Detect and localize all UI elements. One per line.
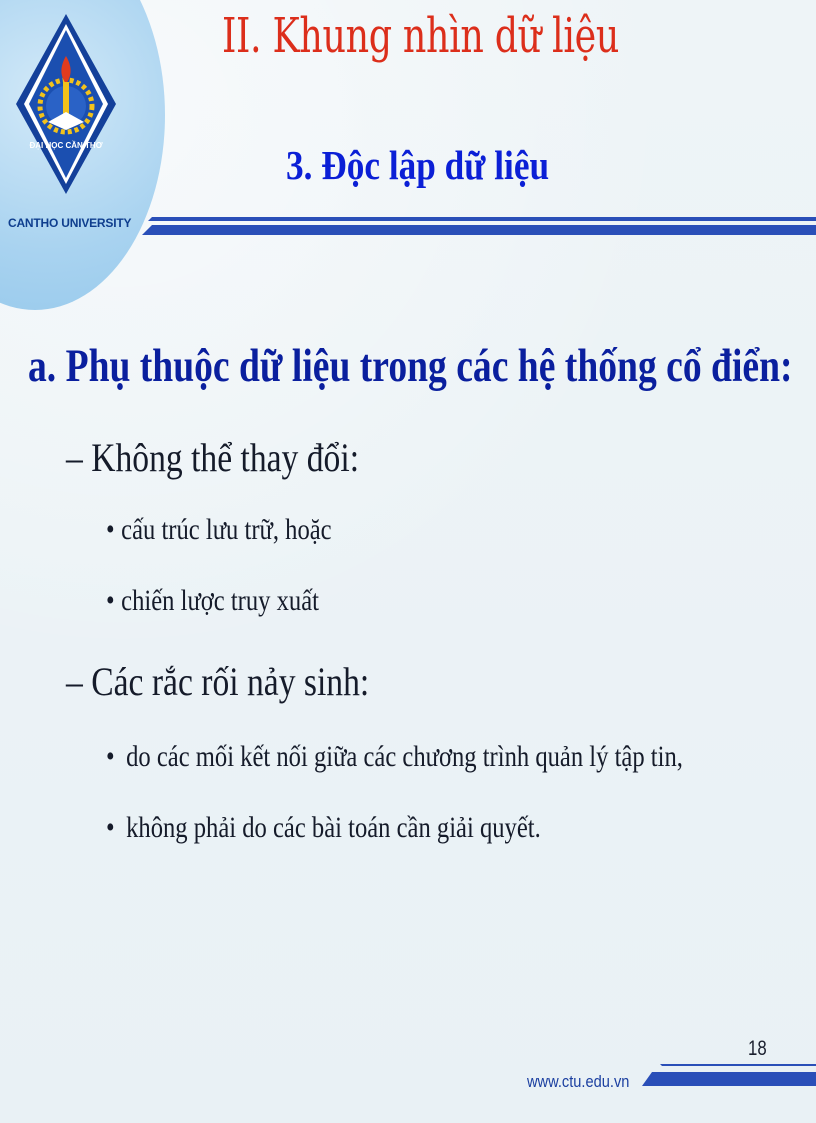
section-heading: a. Phụ thuộc dữ liệu trong các hệ thống cổ điển:: [28, 340, 793, 392]
university-logo: [14, 12, 118, 198]
list-item-text: không phải do các bài toán cần giải quyết.: [126, 811, 541, 844]
bullet-icon: •: [106, 811, 115, 844]
list-item-text: chiến lược truy xuất: [121, 584, 319, 617]
slide-subtitle: 3. Độc lập dữ liệu: [286, 142, 550, 188]
bullet-icon: •: [106, 513, 115, 546]
footer-url: www.ctu.edu.vn: [527, 1072, 630, 1091]
bullet-icon: •: [106, 740, 115, 773]
list-item-text: cấu trúc lưu trữ, hoặc: [121, 513, 332, 546]
page-number: 18: [748, 1037, 767, 1060]
university-name: CANTHO UNIVERSITY: [8, 216, 132, 230]
list-group-label: – Các rắc rối nảy sinh:: [66, 659, 370, 704]
list-item: [106, 513, 332, 547]
list-item-text: do các mối kết nối giữa các chương trình quản lý tập tin,: [126, 740, 683, 773]
header-divider: [142, 211, 816, 235]
bullet-icon: •: [106, 584, 115, 617]
list-item: [106, 811, 541, 845]
footer-divider: [640, 1062, 816, 1088]
slide-title: II. Khung nhìn dữ liệu: [222, 8, 619, 64]
list-group-label: – Không thể thay đổi:: [66, 435, 360, 480]
logo-ring-text: ĐẠI HỌC CẦN THƠ: [29, 141, 103, 150]
list-item: [106, 740, 683, 774]
list-item: [106, 584, 319, 618]
